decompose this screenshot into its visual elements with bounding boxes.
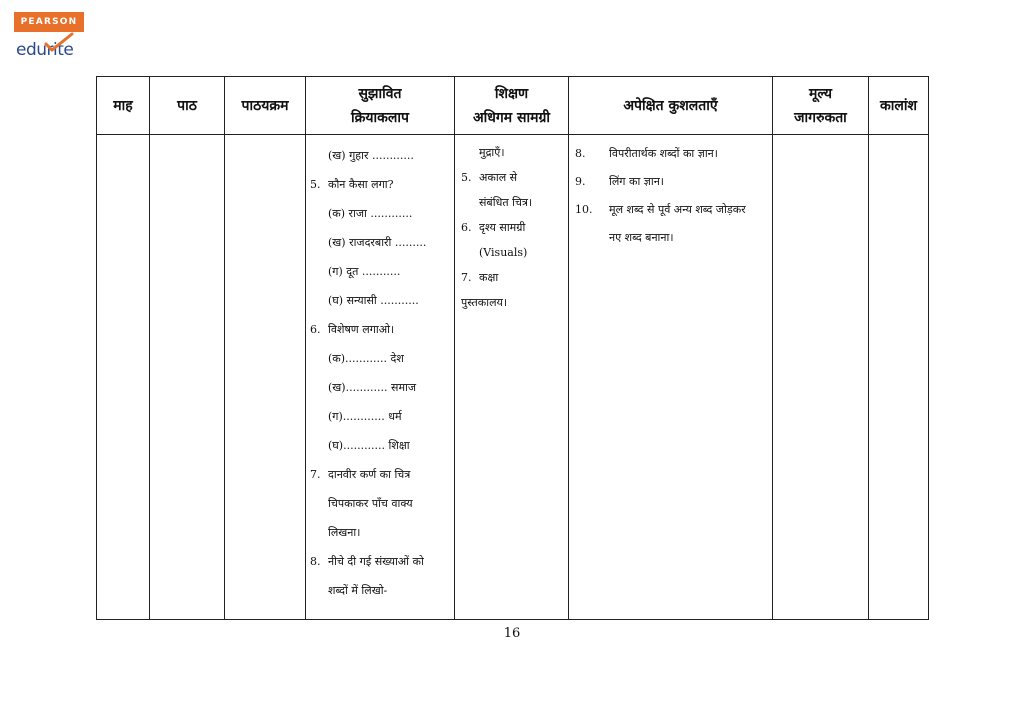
list-item: (ख) गुहार ............: [328, 149, 414, 162]
list-item: (घ)............ शिक्षा: [328, 439, 410, 452]
list-item: (ग)............ धर्म: [328, 410, 402, 423]
list-item: 8. नीचे दी गई संख्याओं को: [310, 555, 424, 568]
activities-cell: [306, 135, 455, 620]
pearson-edurite-logo: [14, 12, 86, 64]
list-item: संबंधित चित्र।: [479, 196, 533, 209]
list-item: पुस्तकालय।: [461, 296, 508, 309]
list-item: 5. कौन कैसा लगा?: [310, 178, 394, 191]
list-item: 7. कक्षा: [461, 271, 499, 284]
list-item: लिखना।: [328, 526, 361, 539]
list-item: 8. विपरीतार्थक शब्दों का ज्ञान।: [575, 147, 718, 160]
pearson-brand-label: PEARSON: [14, 12, 84, 32]
teaching-material-cell: [455, 135, 569, 620]
list-item: 9. लिंग का ज्ञान।: [575, 175, 664, 188]
edurite-wordmark: [14, 32, 86, 64]
list-item: 10. मूल शब्द से पूर्व अन्य शब्द जोड़कर: [575, 203, 746, 216]
month-cell: [97, 135, 150, 620]
list-item: (ख) राजदरबारी .........: [328, 236, 427, 249]
list-item: (क)............ देश: [328, 352, 404, 365]
expected-skills-cell: [569, 135, 773, 620]
header-expected-skills: अपेक्षित कुशलताएँ: [569, 77, 773, 135]
periods-cell: [869, 135, 929, 620]
checkmark-icon: [38, 32, 78, 54]
lesson-cell: [150, 135, 225, 620]
page-number: 16: [503, 626, 521, 641]
header-month: माह: [97, 77, 150, 135]
list-item: चिपकाकर पाँच वाक्य: [328, 497, 413, 510]
header-values: मूल्य जागरुकता: [773, 77, 869, 135]
list-item: (क) राजा ............: [328, 207, 413, 220]
header-activities: सुझावित क्रियाकलाप: [306, 77, 455, 135]
curriculum-table: [96, 76, 929, 620]
header-teaching-material: शिक्षण अधिगम सामग्री: [455, 77, 569, 135]
content-row: [97, 135, 929, 620]
values-cell: [773, 135, 869, 620]
list-item: (घ) सन्यासी ...........: [328, 294, 419, 307]
header-syllabus: पाठयक्रम: [225, 77, 306, 135]
list-item: (ख)............ समाज: [328, 381, 417, 394]
list-item: 5. अकाल से: [461, 171, 518, 184]
list-item: 6. विशेषण लगाओ।: [310, 323, 395, 336]
list-item: नए शब्द बनाना।: [609, 231, 674, 244]
list-item: (Visuals): [479, 246, 528, 259]
list-item: 7. दानवीर कर्ण का चित्र: [310, 468, 411, 481]
header-lesson: पाठ: [150, 77, 225, 135]
list-item: 6. दृश्य सामग्री: [461, 221, 526, 234]
syllabus-cell: [225, 135, 306, 620]
list-item: शब्दों में लिखो-: [328, 584, 388, 597]
header-row: [97, 77, 929, 135]
list-item: (ग) दूत ...........: [328, 265, 401, 278]
list-item: मुद्राएँ।: [479, 146, 505, 159]
edurite-label: edurite: [16, 40, 74, 60]
header-periods: कालांश: [869, 77, 929, 135]
